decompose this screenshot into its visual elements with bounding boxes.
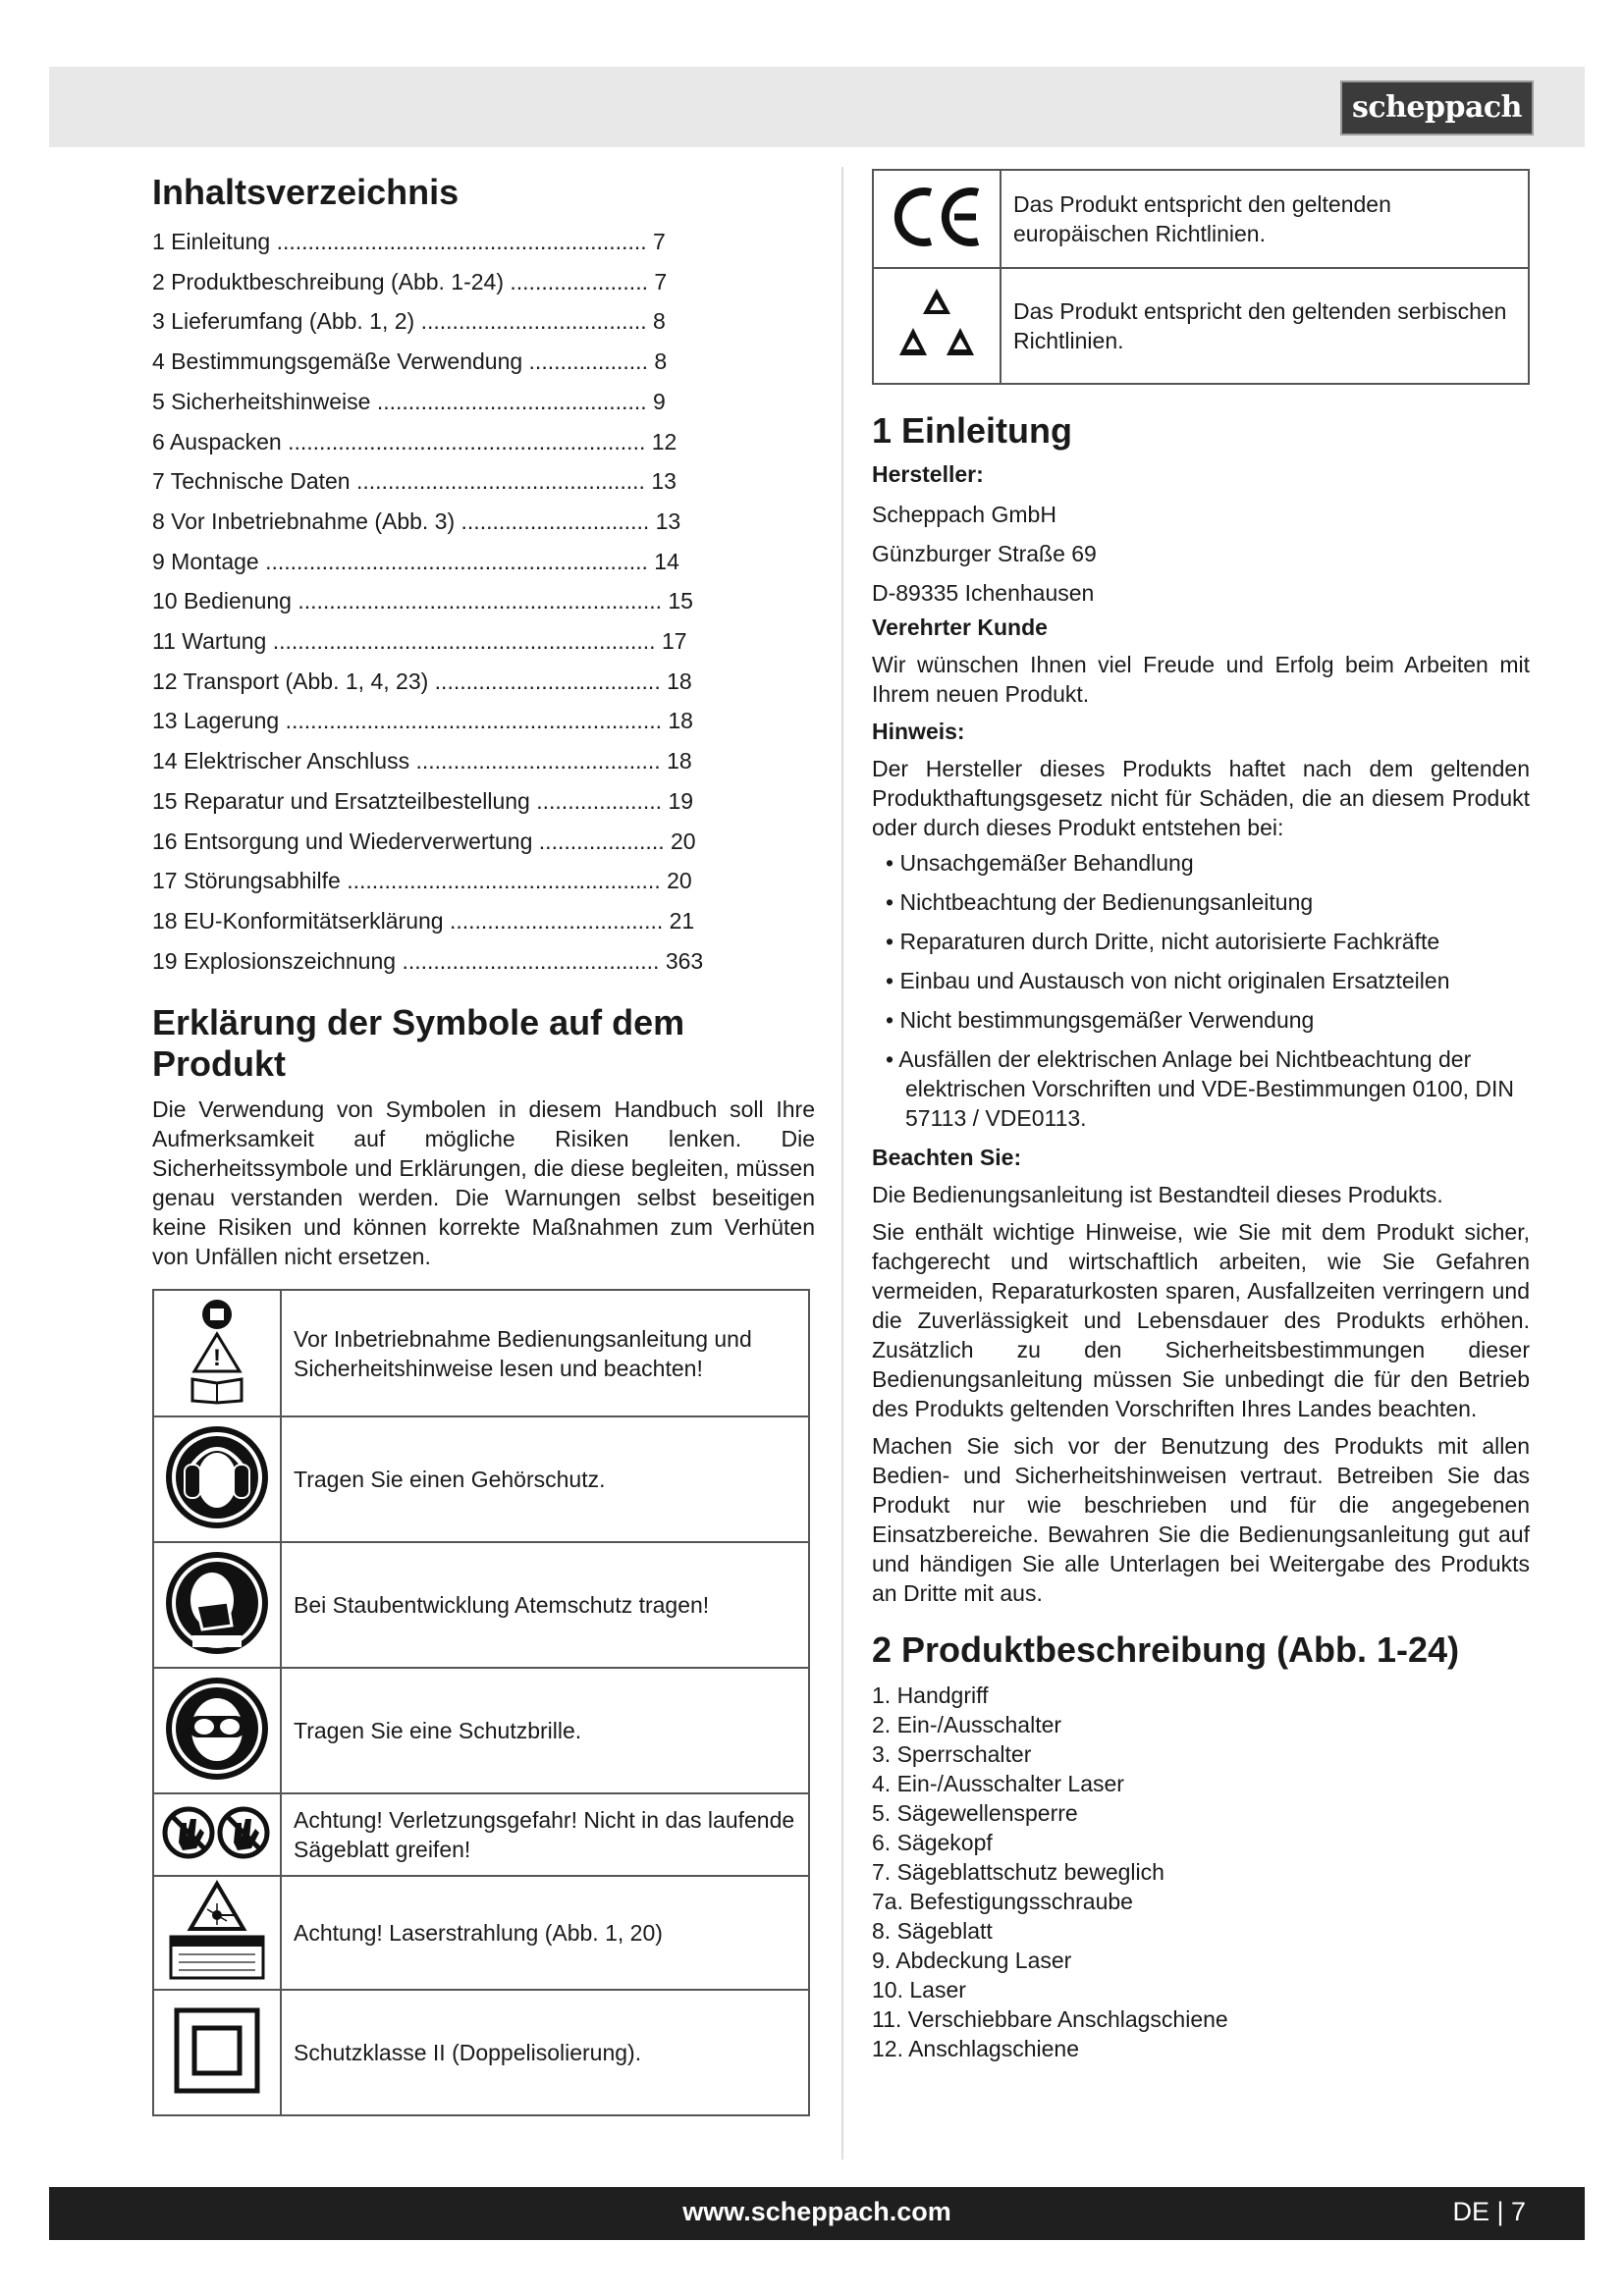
toc-entry-label: 5 Sicherheitshinweise <box>152 388 371 414</box>
toc-entry <box>152 222 815 262</box>
toc-entry-label: 15 Reparatur und Ersatzteilbestellung <box>152 787 530 814</box>
page-header <box>49 67 1585 147</box>
serbian-mark-icon <box>873 268 1001 384</box>
svg-text:!: ! <box>213 1345 221 1372</box>
toc-entry-label: 4 Bestimmungsgemäße Verwendung <box>152 348 523 375</box>
toc-entry-page: 13 <box>651 468 677 495</box>
symbols-intro: Die Verwendung von Symbolen in diesem Handbuch soll Ihre Aufmerksamkeit auf mögliche Risiken lenken. Die Sicherheitssymbole und Erklärungen, die diese begleiten, müssen genau verstanden werden. Die Warnungen selbst beseitigen keine Risiken und können korrekte Maßnahmen zum Verhüten von Unfällen nicht ersetzen. <box>152 1096 815 1270</box>
toc-entry-label: 8 Vor Inbetriebnahme (Abb. 3) <box>152 507 456 534</box>
list-item: • Nichtbeachtung der Bedienungsanleitung <box>872 887 1530 917</box>
address-line: Günzburger Straße 69 <box>872 541 1097 566</box>
address-line: D-89335 Ichenhausen <box>872 580 1095 606</box>
toc-entry-label: 10 Bedienung <box>152 588 292 614</box>
list-item: • Nicht bestimmungsgemäßer Verwendung <box>872 1005 1530 1035</box>
toc-entry-leader: ............................................................. <box>265 548 648 574</box>
toc-list <box>152 222 815 981</box>
toc-entry <box>152 301 815 342</box>
symbol-row <box>153 1793 809 1876</box>
left-column <box>152 169 815 2116</box>
toc-entry-label: 6 Auspacken <box>152 428 282 454</box>
list-item: • Ausfällen der elektrischen Anlage bei Nichtbeachtung der elektrischen Vorschriften und VDE-Bestimmungen 0100, DIN 57113 / VDE0113. <box>872 1044 1530 1133</box>
intro-title: 1 Einleitung <box>872 410 1073 451</box>
product-title: 2 Produktbeschreibung (Abb. 1-24) <box>872 1629 1460 1670</box>
toc-entry-leader: .................................................. <box>347 868 661 894</box>
toc-entry-page: 18 <box>668 708 693 734</box>
toc-entry-label: 16 Entsorgung und Wiederverwertung <box>152 828 533 854</box>
toc-entry-leader: ................... <box>528 348 648 375</box>
toc-entry-label: 19 Explosionszeichnung <box>152 947 397 974</box>
manual-read-icon <box>153 1290 281 1416</box>
toc-entry <box>152 861 815 901</box>
no-hands-icon <box>153 1793 281 1876</box>
column-divider <box>841 167 843 2160</box>
customer-label: Verehrter Kunde <box>872 614 1048 640</box>
toc-entry-leader: ........................................................... <box>276 229 647 254</box>
toc-entry-page: 8 <box>654 348 668 375</box>
toc-entry-page: 19 <box>668 787 694 814</box>
symbol-row <box>153 1290 809 1416</box>
toc-entry <box>152 542 815 582</box>
note-label: Hinweis: <box>872 719 965 744</box>
list-item: 9. Abdeckung Laser <box>872 1948 1072 1973</box>
toc-entry-page: 363 <box>665 947 704 974</box>
symbol-row <box>153 1416 809 1542</box>
toc-title: Inhaltsverzeichnis <box>152 172 460 212</box>
toc-entry-label: 17 Störungsabhilfe <box>152 868 341 894</box>
ear-protection-icon <box>153 1416 281 1542</box>
list-item: 2. Ein-/Ausschalter <box>872 1712 1062 1737</box>
toc-entry <box>152 901 815 941</box>
list-item: • Unsachgemäßer Behandlung <box>872 848 1530 878</box>
page-footer <box>49 2187 1585 2240</box>
toc-entry-page: 12 <box>651 428 677 454</box>
toc-entry-page: 13 <box>655 507 681 534</box>
toc-entry-leader: ....................................... <box>415 748 661 774</box>
protection-class-ii-icon <box>153 1990 281 2115</box>
ce-mark-icon <box>873 170 1001 268</box>
symbol-row <box>153 1990 809 2115</box>
toc-entry-leader: .................... <box>536 787 663 814</box>
note-text: Der Hersteller dieses Produkts haftet nach dem geltenden Produkthaftungsgesetz nicht für Schäden, die an diesem Produkt oder durch dieses Produkt entstehen bei: <box>872 756 1530 840</box>
toc-entry-label: 1 Einleitung <box>152 229 271 254</box>
symbol-text: Schutzklasse II (Doppelisolierung). <box>281 1990 809 2115</box>
symbol-text: Tragen Sie eine Schutzbrille. <box>281 1668 809 1793</box>
toc-entry <box>152 422 815 462</box>
toc-entry <box>152 342 815 382</box>
toc-entry <box>152 502 815 542</box>
toc-entry-label: 3 Lieferumfang (Abb. 1, 2) <box>152 308 415 335</box>
symbols-table <box>152 1289 810 2116</box>
toc-entry-leader: .......................................................... <box>298 588 662 614</box>
toc-entry-page: 18 <box>667 748 692 774</box>
toc-entry-leader: ............................................................. <box>272 628 656 655</box>
list-item: • Reparaturen durch Dritte, nicht autorisierte Fachkräfte <box>872 927 1530 956</box>
toc-entry <box>152 781 815 822</box>
page-number: DE | 7 <box>1452 2197 1526 2226</box>
toc-entry-page: 20 <box>671 828 696 854</box>
toc-entry-label: 11 Wartung <box>152 628 267 655</box>
toc-entry-label: 9 Montage <box>152 548 259 574</box>
safety-goggles-icon <box>153 1668 281 1793</box>
toc-entry-page: 7 <box>654 268 668 294</box>
list-item: 7a. Befestigungsschraube <box>872 1889 1133 1914</box>
toc-entry-leader: .............................. <box>460 507 650 534</box>
attention-label: Beachten Sie: <box>872 1145 1022 1170</box>
symbol-text: Bei Staubentwicklung Atemschutz tragen! <box>281 1542 809 1668</box>
toc-entry-page: 7 <box>653 229 666 254</box>
toc-entry-leader: .................................... <box>434 667 661 694</box>
toc-entry-leader: .............................................. <box>356 468 645 495</box>
list-item: 4. Ein-/Ausschalter Laser <box>872 1771 1124 1796</box>
toc-entry-label: 12 Transport (Abb. 1, 4, 23) <box>152 667 429 694</box>
address-line: Scheppach GmbH <box>872 502 1056 527</box>
toc-entry-page: 21 <box>669 907 695 934</box>
toc-entry-leader: ............................................................ <box>285 708 662 734</box>
toc-entry-label: 7 Technische Daten <box>152 468 351 495</box>
attention-text: Sie enthält wichtige Hinweise, wie Sie mit dem Produkt sicher, fachgerecht und wirtschaftlich arbeiten, wie Sie Gefahren vermeiden, Reparaturkosten sparen, Ausfallzeiten verringern und die Zuverlässigkeit und Lebensdauer des Produkts erhöhen. Zusätzlich zu den Sicherheitsbestimmungen dieser Bedienungsanleitung müssen Sie unbedingt die für den Betrieb des Produkts geltenden Vorschriften Ihres Landes beachten. <box>872 1219 1530 1421</box>
toc-entry <box>152 822 815 862</box>
toc-entry <box>152 461 815 502</box>
list-item: 10. Laser <box>872 1977 966 2002</box>
list-item: 12. Anschlagschiene <box>872 2036 1079 2061</box>
toc-entry-page: 15 <box>668 588 693 614</box>
toc-entry-page: 8 <box>653 308 666 335</box>
toc-entry <box>152 581 815 621</box>
footer-url[interactable]: www.scheppach.com <box>682 2197 951 2226</box>
attention-text: Machen Sie sich vor der Benutzung des Produkts mit allen Bedien- und Sicherheitshinweisen vertraut. Betreiben Sie das Produkt nur wie beschrieben und für die angegebenen Einsatzbereiche. Bewahren Sie die Bedienungsanleitung gut auf und händigen Sie alle Unterlagen bei Weitergabe des Produkts an Dritte mit aus. <box>872 1433 1530 1606</box>
toc-entry <box>152 941 815 982</box>
toc-entry-leader: .................................. <box>449 907 664 934</box>
attention-text: Die Bedienungsanleitung ist Bestandteil dieses Produkts. <box>872 1182 1443 1207</box>
list-item: 6. Sägekopf <box>872 1830 993 1855</box>
conformity-row <box>873 268 1529 384</box>
toc-entry <box>152 701 815 741</box>
dust-mask-icon <box>153 1542 281 1668</box>
list-item: 7. Sägeblattschutz beweglich <box>872 1859 1164 1885</box>
symbol-text: Vor Inbetriebnahme Bedienungsanleitung und Sicherheitshinweise lesen und beachten! <box>281 1290 809 1416</box>
toc-entry-label: 2 Produktbeschreibung (Abb. 1-24) <box>152 268 504 294</box>
conformity-row <box>873 170 1529 268</box>
symbols-title: Erklärung der Symbole auf dem Produkt <box>152 1002 685 1085</box>
toc-entry-leader: .................... <box>538 828 665 854</box>
toc-entry-leader: ......................................... <box>402 947 660 974</box>
toc-entry-label: 18 EU-Konformitätserklärung <box>152 907 444 934</box>
symbol-text: Achtung! Verletzungsgefahr! Nicht in das laufende Sägeblatt greifen! <box>281 1793 809 1876</box>
toc-entry-page: 9 <box>653 388 666 414</box>
toc-entry <box>152 741 815 781</box>
toc-entry-label: 14 Elektrischer Anschluss <box>152 748 410 774</box>
toc-entry-page: 17 <box>661 628 687 655</box>
list-item: 3. Sperrschalter <box>872 1741 1032 1767</box>
parts-list <box>872 1681 1530 2063</box>
toc-entry <box>152 621 815 662</box>
laser-warning-icon <box>153 1876 281 1990</box>
list-item: 5. Sägewellensperre <box>872 1800 1078 1826</box>
toc-entry-leader: .................................... <box>420 308 647 335</box>
toc-entry <box>152 382 815 422</box>
toc-entry-page: 14 <box>654 548 679 574</box>
conformity-table <box>872 169 1530 385</box>
list-item: 1. Handgriff <box>872 1682 989 1708</box>
toc-entry-page: 18 <box>667 667 692 694</box>
toc-entry <box>152 662 815 702</box>
scheppach-logo: scheppach <box>1340 80 1534 135</box>
toc-entry <box>152 262 815 302</box>
symbol-text: Tragen Sie einen Gehörschutz. <box>281 1416 809 1542</box>
conformity-text: Das Produkt entspricht den geltenden europäischen Richtlinien. <box>1001 170 1529 268</box>
toc-entry-leader: ........................................... <box>376 388 647 414</box>
symbol-row <box>153 1876 809 1990</box>
conformity-text: Das Produkt entspricht den geltenden serbischen Richtlinien. <box>1001 268 1529 384</box>
list-item: 11. Verschiebbare Anschlagschiene <box>872 2006 1228 2032</box>
toc-entry-label: 13 Lagerung <box>152 708 280 734</box>
toc-entry-page: 20 <box>667 868 692 894</box>
list-item: • Einbau und Austausch von nicht originalen Ersatzteilen <box>872 966 1530 995</box>
toc-entry-leader: ...................... <box>510 268 648 294</box>
toc-entry-leader: ......................................................... <box>288 428 646 454</box>
list-item: 8. Sägeblatt <box>872 1918 993 1944</box>
liability-bullets <box>872 848 1530 1133</box>
symbol-row <box>153 1668 809 1793</box>
symbol-row <box>153 1542 809 1668</box>
right-column <box>872 169 1530 2063</box>
manufacturer-label: Hersteller: <box>872 461 984 487</box>
customer-text: Wir wünschen Ihnen viel Freude und Erfolg beim Arbeiten mit Ihrem neuen Produkt. <box>872 652 1530 707</box>
symbol-text: Achtung! Laserstrahlung (Abb. 1, 20) <box>281 1876 809 1990</box>
